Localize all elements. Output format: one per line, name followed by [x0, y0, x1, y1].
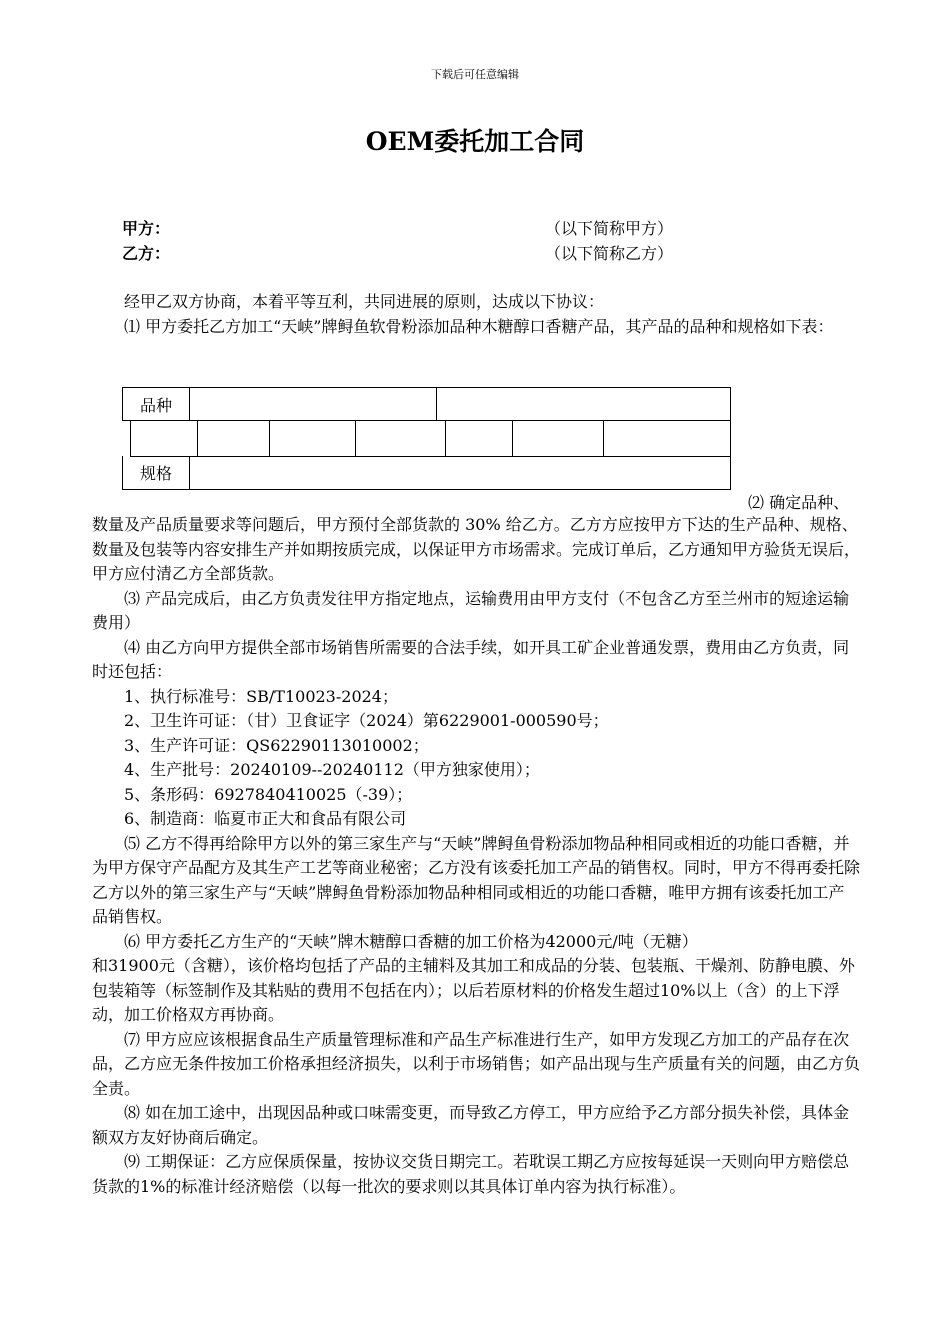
- list-item: 5、条形码：6927840410025（-39）；: [124, 784, 413, 804]
- table-cell: [190, 456, 730, 489]
- party-b-label: 乙方：: [122, 244, 171, 263]
- spec-table-row-spec: [122, 456, 731, 490]
- party-a-note: （以下简称甲方）: [545, 219, 674, 238]
- spec-table-row-middle: [130, 420, 731, 457]
- table-cell: [356, 420, 446, 456]
- table-cell: [270, 420, 356, 456]
- intro-block: [92, 290, 860, 339]
- clause-2: 数量及产品质量要求等问题后，甲方预付全部货款的 30% 给乙方。乙方方应按甲方下达的生产品种、规格、数量及包装等内容安排生产并如期按质完成，以保证甲方市场需求。完成订单后，乙方通知甲方验货无误后，甲方应付清乙方全部货款。: [92, 515, 861, 583]
- clause-1: ⑴ 甲方委托乙方加工“天峡”牌鲟鱼软骨粉添加品种木糖醇口香糖产品，其产品的品种和规格如下表：: [124, 316, 834, 336]
- table-cell: [190, 388, 437, 420]
- clause-6-rest: 和31900元（含糖），该价格均包括了产品的主辅料及其加工和成品的分装、包装瓶、干燥剂、防静电膜、外包装箱等（标签制作及其粘贴的费用不包括在内）；以后若原材料的价格发生超过10%以上（含）的上下浮动，加工价格双方再协商。: [92, 956, 855, 1024]
- header-note: 下载后可任意编辑: [431, 68, 519, 81]
- clause-6-line-1: ⑹ 甲方委托乙方生产的“天峡”牌木糖醇口香糖的加工价格为42000元/吨（无糖）: [124, 931, 698, 951]
- body-block: [92, 513, 860, 1199]
- clause-3: ⑶ 产品完成后，由乙方负责发往甲方指定地点，运输费用由甲方支付（不包含乙方至兰州市的短途运输费用）: [92, 588, 850, 632]
- party-a-label: 甲方：: [122, 219, 171, 238]
- clause-4: ⑷ 由乙方向甲方提供全部市场销售所需要的合法手续，如开具工矿企业普通发票，费用由乙方负责，同时还包括：: [92, 637, 850, 681]
- party-b-note: （以下简称乙方）: [545, 244, 674, 263]
- clause-7: ⑺ 甲方应应该根据食品生产质量管理标准和产品生产标准进行生产，如甲方发现乙方加工的产品存在次品，乙方应无条件按加工价格承担经济损失，以利于市场销售；如产品出现与生产质量有关的问题，由乙方负全责。: [92, 1029, 861, 1098]
- table-cell: [437, 388, 730, 420]
- list-item: 6、制造商：临夏市正大和食品有限公司: [124, 809, 407, 828]
- spec-label: 规格: [123, 456, 190, 489]
- list-item: 3、生产许可证：QS62290113010002；: [124, 735, 429, 755]
- table-cell: [446, 420, 513, 456]
- list-item: 4、生产批号：20240109--20240112（甲方独家使用）；: [124, 760, 540, 779]
- table-cell: [198, 420, 270, 456]
- clause-2-start: ⑵ 确定品种、: [748, 493, 850, 512]
- list-item: 1、执行标准号：SB/T10023-2024；: [124, 686, 398, 706]
- clause-8: ⑻ 如在加工途中，出现因品种或口味需变更，而导致乙方停工，甲方应给予乙方部分损失补偿，具体金额双方友好协商后确定。: [92, 1103, 850, 1147]
- intro-paragraph: 经甲乙双方协商，本着平等互利，共同进展的原则，达成以下协议：: [124, 292, 605, 311]
- variety-label: 品种: [123, 388, 190, 420]
- table-cell: [513, 420, 604, 456]
- table-cell: [131, 420, 198, 456]
- list-item: 2、卫生许可证：（甘）卫食证字（2024）第6229001-000590号；: [124, 711, 609, 730]
- clause-5: ⑸ 乙方不得再给除甲方以外的第三家生产与“天峡”牌鲟鱼骨粉添加物品种相同或相近的功能口香糖，并为甲方保守产品配方及其生产工艺等商业秘密；乙方没有该委托加工产品的销售权。同时，甲方不得再委托除乙方以外的第三家生产与“天峡”牌鲟鱼骨粉添加物品种相同或相近的功能口香糖，唯甲方拥有该委托加工产品销售权。: [92, 833, 861, 926]
- table-cell: [604, 420, 730, 456]
- document-title: OEM委托加工合同: [365, 127, 585, 156]
- spec-table-row-variety: [122, 387, 731, 421]
- clause-9: ⑼ 工期保证：乙方应保质保量，按协议交货日期完工。若耽误工期乙方应按每延误一天则向甲方赔偿总货款的1%的标准计经济赔偿（以每一批次的要求则以其具体订单内容为执行标准）。: [92, 1152, 850, 1196]
